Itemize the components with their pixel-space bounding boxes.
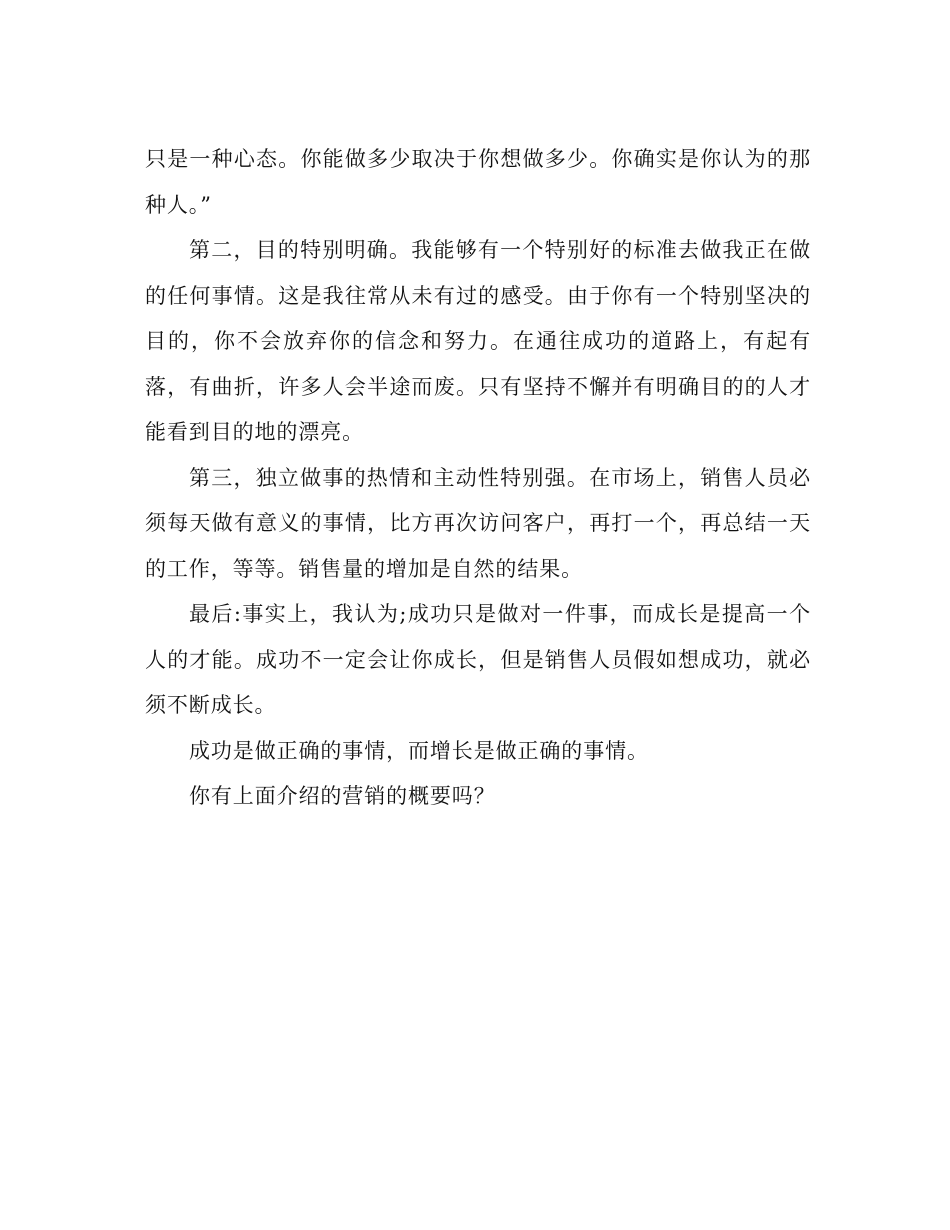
paragraph-question: 你有上面介绍的营销的概要吗？	[189, 784, 496, 808]
paragraph-summary: 成功是做正确的事情，而增长是做正确的事情。	[189, 738, 649, 763]
paragraph-continuation: 只是一种心态。你能做多少取决于你想做多少。你确实是你认为的那种人。”	[145, 147, 811, 217]
paragraph-conclusion: 最后:事实上，我认为;成功只是做对一件事，而成长是提高一个人的才能。成功不一定会让你成长，但是销售人员假如想成功，就必须不断成长。	[145, 602, 811, 717]
paragraph-third-point: 第三，独立做事的热情和主动性特别强。在市场上，销售人员必须每天做有意义的事情，比方再次访问客户，再打一个，再总结一天的工作，等等。销售量的增加是自然的结果。	[145, 465, 811, 581]
paragraph-second-point: 第二，目的特别明确。我能够有一个特别好的标准去做我正在做的任何事情。这是我往常从未有过的感受。由于你有一个特别坚决的目的，你不会放弃你的信念和努力。在通往成功的道路上，有起有落，有曲折，许多人会半途而废。只有坚持不懈并有明确目的的人才能看到目的地的漂亮。	[145, 238, 811, 444]
document-body	[145, 137, 811, 820]
